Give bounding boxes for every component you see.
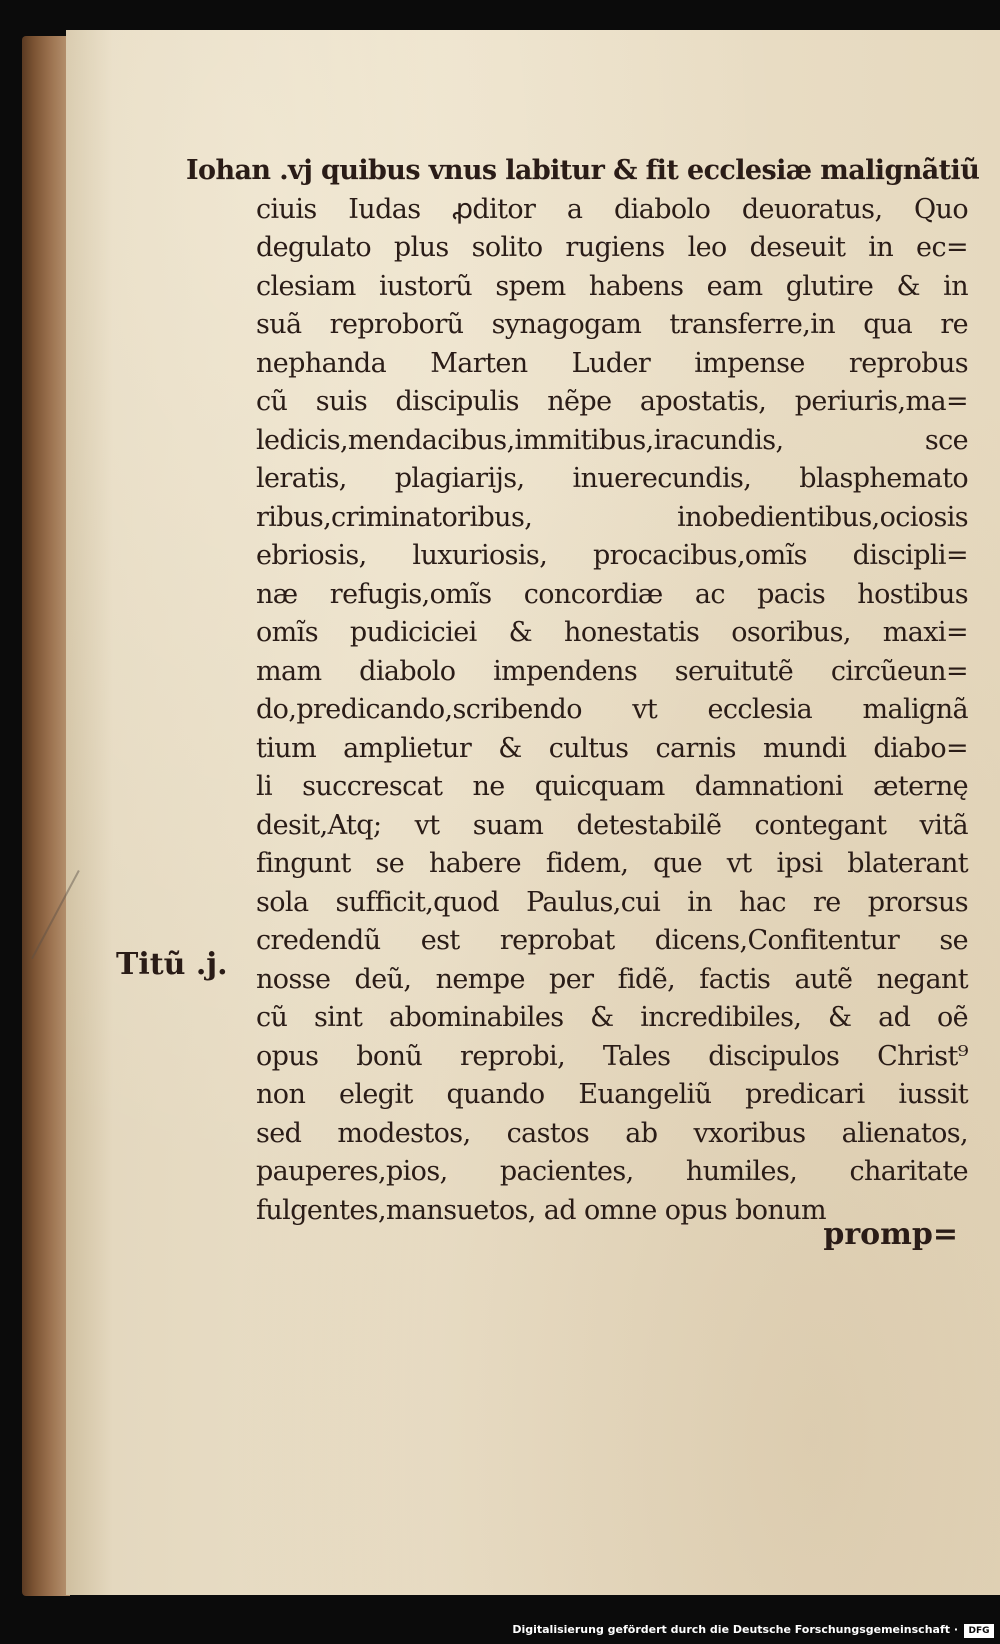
text-line: do,predicando,scribendo vt ecclesia malignã — [256, 694, 968, 725]
text-line: sola sufficit,quod Paulus,cui in hac re prorsus — [256, 886, 968, 918]
text-line: Iohan .vj quibus vnus labitur & fit ecclesiæ malignãtiũ — [186, 155, 980, 186]
text-line: clesiam iustorũ spem habens eam glutire & in — [256, 270, 968, 302]
text-line: li succrescat ne quicquam damnationi æternę — [256, 771, 968, 802]
text-line: desit,Atq; vt suam detestabilẽ contegant vitã — [256, 809, 968, 841]
margin-note-titu: Titũ .j. — [116, 947, 228, 982]
text-line: ribus,criminatoribus, inobedientibus,ociosis — [256, 501, 968, 533]
text-line: ebriosis, luxuriosis, procacibus,omĩs discipli= — [256, 540, 968, 571]
body-text — [186, 152, 980, 1230]
text-line: pauperes,pios, pacientes, humiles, charitate — [256, 1156, 968, 1187]
text-line: credendũ est reprobat dicens,Confitentur se — [256, 925, 968, 956]
text-line: leratis, plagiarijs, inuerecundis, blasphemato — [256, 463, 968, 494]
text-line: fingunt se habere fidem, que vt ipsi blaterant — [256, 848, 968, 879]
text-line: degulato plus solito rugiens leo deseuit in ec= — [256, 232, 968, 263]
catchword: promp= — [823, 1217, 958, 1252]
footer-bar — [0, 1614, 1000, 1644]
text-line: nephanda Marten Luder impense reprobus — [256, 347, 968, 379]
text-line: fulgentes,mansuetos, ad omne opus bonum — [256, 1194, 827, 1226]
dfg-logo: DFG — [964, 1624, 994, 1638]
text-line: opus bonũ reprobi, Tales discipulos Christ⁹ — [256, 1040, 968, 1072]
text-line: ledicis,mendacibus,immitibus,iracundis, sce — [256, 424, 968, 456]
text-line: cũ suis discipulis nẽpe apostatis, periuris,ma= — [256, 386, 968, 417]
text-line: mam diabolo impendens seruitutẽ circũeun= — [256, 655, 968, 687]
text-line: nosse deũ, nempe per fidẽ, factis autẽ negant — [256, 963, 968, 995]
book-page — [66, 30, 1000, 1595]
text-line: cũ sint abominabiles & incredibiles, & ad oẽ — [256, 1002, 968, 1033]
text-line: sed modestos, castos ab vxoribus alienatos, — [256, 1117, 968, 1149]
text-line: non elegit quando Euangeliũ predicari iussit — [256, 1079, 968, 1110]
text-line: ciuis Iudas ꝓditor a diabolo deuoratus, Quo — [256, 193, 968, 225]
text-line: næ refugis,omĩs concordiæ ac pacis hostibus — [256, 578, 968, 610]
footer-credit: Digitalisierung gefördert durch die Deutsche Forschungsgemeinschaft · — [512, 1623, 958, 1636]
text-line: suã reproborũ synagogam transferre,in qua re — [256, 309, 968, 340]
text-line: omĩs pudiciciei & honestatis osoribus, maxi= — [256, 617, 968, 648]
text-line: tium amplietur & cultus carnis mundi diabo= — [256, 732, 968, 764]
book-edge — [22, 36, 70, 1596]
